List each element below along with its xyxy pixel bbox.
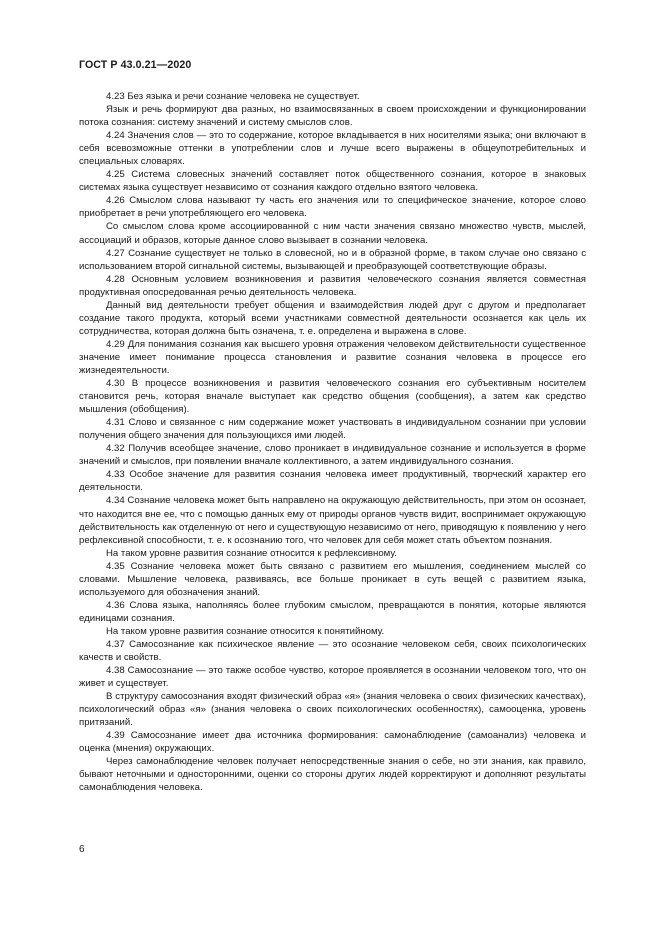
paragraph: На таком уровне развития сознание относится к понятийному. bbox=[106, 625, 385, 637]
paragraph: 4.24 Значения слов — это то содержание, которое вкладывается в них носителями языка; они включают в себя всевозможные оттенки в употреблении слов и лучше всего выражены в общеупотребительных и специальных словарях. bbox=[79, 130, 586, 168]
paragraph: 4.34 Сознание человека может быть направлено на окружающую действительность, при этом он осознает, что находится вне ее, что с помощью данных ему от природы органов чувств видит, воспринимает окружающую действительность как отделенную от него и существующую независимо от него, приводящую к появлению у него рефлексивной способности, т. е. к осознанию того, что человек для себя может стать объектом познания. bbox=[79, 495, 586, 546]
paragraph: 4.23 Без языка и речи сознание человека не существует. bbox=[106, 91, 360, 102]
document-body bbox=[79, 90, 586, 795]
paragraph: 4.35 Сознание человека может быть связано с развитием его мышления, соединением мыслей со словами. Мышление человека, развиваясь, все больше проникает в суть вещей с развитием языка, используемого для обозначения знаний. bbox=[79, 560, 586, 598]
standard-header: ГОСТ Р 43.0.21—2020 bbox=[79, 59, 192, 71]
paragraph: В структуру самосознания входят физический образ «я» (знания человека о своих физических качествах), психологический образ «я» (знания человека о своих психологических особенностях), самооценка, уровень притязаний. bbox=[79, 691, 586, 729]
paragraph: На таком уровне развития сознание относится к рефлексивному. bbox=[106, 547, 397, 559]
paragraph: 4.37 Самосознание как психическое явление — это осознание человеком себя, своих психологических качеств и свойств. bbox=[79, 638, 586, 664]
paragraph: 4.36 Слова языка, наполняясь более глубоким смыслом, превращаются в понятия, которые являются единицами сознания. bbox=[79, 599, 586, 624]
paragraph: 4.38 Самосознание — это также особое чувство, которое проявляется в осознании человеком того, что он живет и существует. bbox=[79, 665, 586, 690]
paragraph: 4.26 Смыслом слова называют ту часть его значения или то специфическое значение, которое слово приобретает в речи употребляющего его человека. bbox=[79, 195, 586, 220]
paragraph: 4.31 Слово и связанное с ним содержание может участвовать в индивидуальном сознании при условии получения общего значения для пользующихся ими людей. bbox=[79, 417, 586, 442]
paragraph: 4.33 Особое значение для развития сознания человека имеет продуктивный, творческий характер его деятельности. bbox=[79, 469, 586, 494]
paragraph: 4.30 В процессе возникновения и развития человеческого сознания его субъективным носителем становится речь, которая вначале выступает как средство общения (сообщения), а затем как средство мышления (обобщения). bbox=[79, 378, 586, 416]
paragraph: Со смыслом слова кроме ассоциированной с ним части значения связано множество чувств, мыслей, ассоциаций и образов, которые данное слово вызывает в сознании человека. bbox=[79, 221, 586, 246]
paragraph: 4.29 Для понимания сознания как высшего уровня отражения человеком действительности существенное значение имеет понимание процесса становления и развитие сознания человека в процессе его жизнедеятельности. bbox=[79, 338, 586, 376]
page-number: 6 bbox=[79, 844, 85, 855]
paragraph: 4.39 Самосознание имеет два источника формирования: самонаблюдение (самоанализ) человека и оценка (мнения) окружающих. bbox=[79, 730, 586, 755]
paragraph: 4.27 Сознание существует не только в словесной, но и в образной форме, в таком случае оно связано с использованием второй сигнальной системы, вызывающей и преобразующей соответствующие образы. bbox=[79, 247, 586, 272]
paragraph: Через самонаблюдение человек получает непосредственные знания о себе, но эти знания, как правило, бывают неточными и односторонними, оценки со стороны других людей корректируют и дополняют результаты самонаблюдения человека. bbox=[79, 756, 586, 794]
paragraph: 4.28 Основным условием возникновения и развития человеческого сознания является совместная продуктивная опосредованная речью деятельность человека. bbox=[79, 273, 586, 298]
paragraph: 4.25 Система словесных значений составляет поток общественного сознания, которое в знаковых системах языка существует независимо от сознания каждого отдельно взятого человека. bbox=[79, 169, 586, 194]
paragraph: Язык и речь формируют два разных, но взаимосвязанных в своем происхождении и функционировании потока сознания: систему значений и систему смыслов слов. bbox=[79, 104, 586, 129]
paragraph: 4.32 Получив всеобщее значение, слово проникает в индивидуальное сознание и используется в форме значений и смыслов, при появлении вначале коллективного, а затем индивидуального сознания. bbox=[79, 443, 586, 468]
paragraph: Данный вид деятельности требует общения и взаимодействия людей друг с другом и предполагает создание такого продукта, который всеми участниками совместной деятельности осознается как цель их сотрудничества, которая должна быть означена, т. е. определена и выражена в слове. bbox=[79, 299, 586, 337]
